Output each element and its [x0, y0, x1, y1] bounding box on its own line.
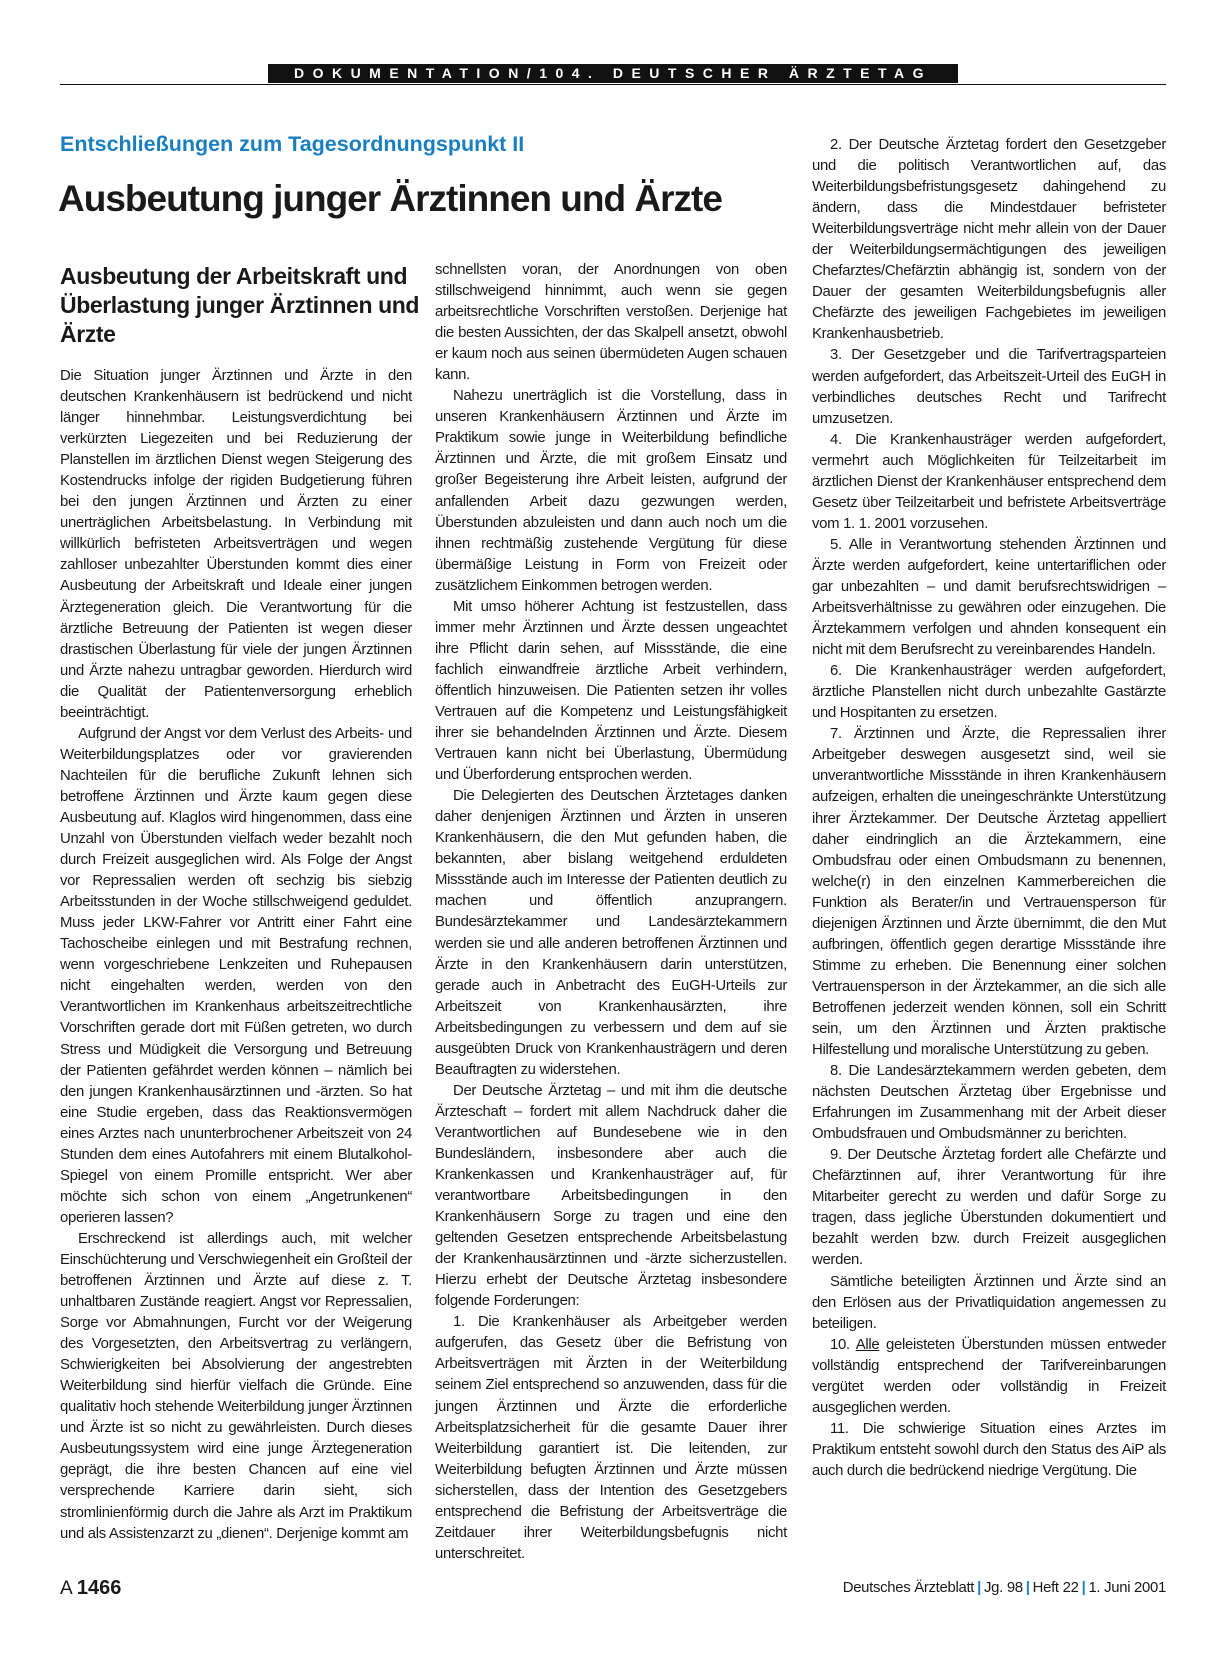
- section-header-label: DOKUMENTATION/104. DEUTSCHER ÄRZTETAG: [293, 65, 933, 81]
- page-number-value: 1466: [76, 1577, 122, 1599]
- separator: |: [1025, 1580, 1030, 1596]
- paragraph: Nahezu unerträglich ist die Vorstellung, dass in unseren Krankenhäusern Ärztinnen und Ärzte im Praktikum sowie junge in Weiterbildung befindliche Ärztinnen und Ärzte, die mit großem Einsatz und großer Begeisterung ihre Arbeit leisten, aufgrund der anfallenden Arbeit dazu gezwungen werden, Überstunden abzuleisten und dann auch noch um die ihnen rechtmäßig zustehende Vergütung für diese übermäßige Leistung in Form von Freizeit oder zusätzlichem Einkommen betrogen werden.: [435, 388, 787, 594]
- paragraph: Mit umso höherer Achtung ist festzustellen, dass immer mehr Ärztinnen und Ärzte dessen ungeachtet ihre Pflicht darin sehen, auf Missstände, die eine fachlich einwandfreie ärztliche Arbeit verhindern, öffentlich hinzuweisen. Die Patienten setzen ihr volles Vertrauen auf die Kompetenz und Leistungsfähigkeit ihrer sie behandelnden Ärztinnen und Ärzte. Diesem Vertrauen kann nicht bei Überlastung, Übermüdung und Überforderung entsprochen werden.: [435, 598, 787, 784]
- column-2: [435, 260, 787, 1565]
- page-prefix: A: [60, 1578, 72, 1599]
- paragraph: 9. Der Deutsche Ärztetag fordert alle Chefärzte und Chefärztinnen auf, ihrer Verantwortung für ihre Mitarbeiter gerecht zu werden und dafür Sorge zu tragen, dass jegliche Überstunden dokumentiert und bezahlt werden bzw. durch Freizeit ausgeglichen werden.: [812, 1147, 1166, 1269]
- paragraph: Die Delegierten des Deutschen Ärztetages danken daher denjenigen Ärztinnen und Ärzten in unseren Krankenhäusern, die den Mut gefunden haben, die bekannten, aber bislang weitgehend erduldeten Missstände auch im Interesse der Patienten deutlich zu machen und öffentlich anzuprangern. Bundesärztekammer und Landesärztekammern werden sie und alle anderen betroffenen Ärztinnen und Ärzte in den Krankenhäusern darin unterstützen, gerade auch in Anbetracht des EuGH-Urteils zur Arbeitszeit von Krankenhausärzten, ihre Arbeitsbedingungen zu verbessern und dem auf sie ausgeübten Druck von Krankenhausträgern und deren Beauftragten zu widerstehen.: [435, 788, 787, 1078]
- paragraph: schnellsten voran, der Anordnungen von oben stillschweigend hinnimmt, auch wenn sie gegen arbeitsrechtliche Vorschriften verstoßen. Derjenige hat die besten Aussichten, der das Skalpell ansetzt, obwohl er kaum noch aus seinen übermüdeten Augen schauen kann.: [435, 262, 787, 384]
- paragraph: Die Situation junger Ärztinnen und Ärzte in den deutschen Krankenhäusern ist bedrückend und nicht länger hinnehmbar. Leistungsverdichtung bei verkürzten Liegezeiten und bei Reduzierung der Planstellen im ärztlichen Dienst wegen Steigerung des Kostendrucks infolge der rigiden Budgetierung führen bei den jungen Ärztinnen und Ärzten zu einer unerträglichen Arbeitsbelastung. In Verbindung mit willkürlich befristeten Arbeitsverträgen und wegen zahlloser unbezahlter Überstunden kommt dies einer Ausbeutung der Arbeitskraft und Ideale einer jungen Ärztegeneration gleich. Die Verantwortung für die ärztliche Betreuung der Patienten ist wegen dieser drastischen Überlastung für viele der jungen Ärztinnen und Ärzte nahezu untragbar geworden. Hierdurch wird die Qualität der Patientenversorgung erheblich beeinträchtigt.: [60, 368, 412, 721]
- paragraph: 3. Der Gesetzgeber und die Tarifvertragsparteien werden aufgefordert, das Arbeitszeit-Urteil des EuGH in verbindliches deutsches Recht und Tarifrecht umzusetzen.: [812, 347, 1166, 427]
- journal-name: Deutsches Ärzteblatt: [842, 1580, 975, 1596]
- paragraph: 2. Der Deutsche Ärztetag fordert den Gesetzgeber und die politisch Verantwortlichen auf, das Weiterbildungsbefristungsgesetz dahingehend zu ändern, dass die Mindestdauer befristeter Weiterbildungsverträge nicht mehr allein von der Dauer der Weiterbildungsermächtigungen des jeweiligen Chefarztes/Chefärztin abhängig ist, sondern von der Dauer der gesamten Weiterbildungsbefugnis aller Chefärzte des jeweiligen Fachgebietes im jeweiligen Krankenhausbetrieb.: [812, 137, 1166, 343]
- section-header-bar: [268, 64, 958, 83]
- paragraph: 11. Die schwierige Situation eines Arztes im Praktikum entsteht sowohl durch den Status des AiP als auch durch die bedrückend niedrige Vergütung. Die: [812, 1420, 1166, 1479]
- journal-issue: Heft 22: [1032, 1580, 1079, 1596]
- journal-date: 1. Juni 2001: [1088, 1580, 1166, 1596]
- paragraph: Aufgrund der Angst vor dem Verlust des Arbeits- und Weiterbildungsplatzes oder vor gravierenden Nachteilen für die berufliche Zukunft lehnen sich betroffene Ärztinnen und Ärzte kaum gegen diese Ausbeutung auf. Klaglos wird hingenommen, dass eine Unzahl von Überstunden vielfach weder bezahlt noch durch Freizeit ausgeglichen wird. Als Folge der Angst vor Repressalien werden oft sechzig bis siebzig Arbeitsstunden in der Woche stillschweigend geduldet. Muss jeder LKW-Fahrer vor Antritt einer Fahrt eine Tachoscheibe einlegen und mit Bestrafung rechnen, wenn vorgeschriebene Lenkzeiten und Ruhepausen nicht eingehalten werden, werden von den Verantwortlichen im Krankenhaus arbeitszeitrechtliche Vorschriften gerade dort mit Füßen getreten, wo durch Stress und Müdigkeit die Versorgung und Betreuung der Patienten gefährdet werden können – nämlich bei den jungen Krankenhausärztinnen und -ärzten. So hat eine Studie ergeben, dass das Reaktionsvermögen eines Arztes nach ununterbrochener Arbeitszeit von 24 Stunden dem eines Autofahrers mit einem Blutalkohol-Spiegel von einem Promille entspricht. Wer aber möchte sich schon von einem „Angetrunkenen“ operieren lassen?: [60, 725, 412, 1226]
- item-number: 10.: [830, 1336, 850, 1353]
- separator: |: [977, 1580, 982, 1596]
- column-3: [812, 135, 1166, 1482]
- paragraph-text: geleisteten Überstunden müssen entweder vollständig entsprechend der Tarifvereinbarungen vergütet werden oder vollständig in Freizeit ausgeglichen werden.: [812, 1336, 1166, 1416]
- paragraph: 6. Die Krankenhausträger werden aufgefordert, ärztliche Planstellen nicht durch unbezahlte Gastärzte und Hospitanten zu ersetzen.: [812, 663, 1166, 722]
- paragraph: 7. Ärztinnen und Ärzte, die Repressalien ihrer Arbeitgeber deswegen ausgesetzt sind, weil sie unverantwortliche Missstände in ihren Krankenhäusern aufzeigen, erhalten die uneingeschränkte Unterstützung ihrer Ärztekammer. Der Deutsche Ärztetag appelliert daher eindringlich an die Ärztekammern, eine Ombudsfrau oder einen Ombudsmann zu benennen, welche(r) in den einzelnen Kammerbereichen die Funktion als Berater/in und Vertrauensperson für diejenigen Ärztinnen und Ärzte übernimmt, die den Mut aufbringen, öffentlich gegen derartige Missstände ihre Stimme zu erheben. Die Benennung einer solchen Vertrauensperson in der Ärztekammer, an die sich alle Betroffenen jederzeit wenden können, soll ein Schritt sein, um den Ärztinnen und Ärzten praktische Hilfestellung und moralische Unterstützung zu geben.: [812, 726, 1166, 1059]
- paragraph-10: [812, 1335, 1166, 1419]
- journal-citation: [843, 1580, 1166, 1596]
- separator: |: [1081, 1580, 1086, 1596]
- journal-volume: Jg. 98: [984, 1580, 1023, 1596]
- paragraph: Sämtliche beteiligten Ärztinnen und Ärzte sind an den Erlösen aus der Privatliquidation angemessen zu beteiligen.: [812, 1273, 1166, 1332]
- paragraph: 4. Die Krankenhausträger werden aufgefordert, vermehrt auch Möglichkeiten für Teilzeitarbeit im ärztlichen Dienst der Krankenhäuser entsprechend dem Gesetz über Teilzeitarbeit und befristete Arbeitsverträge vom 1. 1. 2001 vorzusehen.: [812, 431, 1166, 532]
- column-1: [60, 366, 412, 1545]
- underlined-word: Alle: [855, 1336, 880, 1353]
- kicker: Entschließungen zum Tagesordnungspunkt II: [60, 132, 525, 156]
- paragraph: 1. Die Krankenhäuser als Arbeitgeber werden aufgerufen, das Gesetz über die Befristung von Arbeitsverträgen mit Ärzten in der Weiterbildung seinem Ziel entsprechend so anzuwenden, dass für die jungen Ärztinnen und Ärzte die erforderliche Arbeitsplatzsicherheit für die gesamte Dauer ihrer Weiterbildung garantiert ist. Die leitenden, zur Weiterbildung befugten Ärztinnen und Ärzte müssen sicherstellen, dass der Intention des Gesetzgebers entsprechend die Befristung der Arbeitsverträge die Zeitdauer ihrer Weiterbildungsbefugnis nicht unterschreitet.: [435, 1314, 787, 1562]
- page-number: [60, 1577, 121, 1600]
- paragraph: Erschreckend ist allerdings auch, mit welcher Einschüchterung und Verschwiegenheit ein Großteil der betroffenen Ärztinnen und Ärzte auf diese z. T. unhaltbaren Zustände reagiert. Angst vor Repressalien, Sorge vor Abmahnungen, Furcht vor der Weigerung des Vorgesetzten, den Arbeitsvertrag zu verlängern, Schwierigkeiten bei Absolvierung der angestrebten Weiterbildung sind hierfür vielfach die Gründe. Eine qualitativ hoch stehende Weiterbildung junger Ärztinnen und Ärzte ist so nicht zu gewährleisten. Durch dieses Ausbeutungssystem wird eine junge Ärztegeneration geprägt, die ihre besten Chancen auf eine viel versprechende Karriere darin sieht, sich stromlinienförmig durch die Jahre als Arzt im Praktikum und als Assistenzarzt zu „dienen“. Derjenige kommt am: [60, 1230, 412, 1542]
- subheading: Ausbeutung der Arbeitskraft und Überlastung junger Ärztinnen und Ärzte: [60, 263, 420, 347]
- page-title: Ausbeutung junger Ärztinnen und Ärzte: [58, 178, 722, 219]
- paragraph: Der Deutsche Ärztetag – und mit ihm die deutsche Ärzteschaft – fordert mit allem Nachdruck daher die Verantwortlichen auf Bundesebene wie in den Bundesländern, insbesondere aber auch die Krankenkassen und Krankenhausträger auf, für verantwortbare Arbeitsbedingungen in den Krankenhäusern Sorge zu tragen und eine den geltenden Gesetzen entsprechende Arbeitsbelastung der Krankenhausärztinnen und -ärzte sicherzustellen. Hierzu erhebt der Deutsche Ärztetag insbesondere folgende Forderungen:: [435, 1082, 787, 1310]
- paragraph: 8. Die Landesärztekammern werden gebeten, dem nächsten Deutschen Ärztetag über Ergebnisse und Erfahrungen im Zusammenhang mit der Arbeit dieser Ombudsfrauen und Ombudsmänner zu berichten.: [812, 1063, 1166, 1143]
- header-rule: [60, 84, 1166, 85]
- paragraph: 5. Alle in Verantwortung stehenden Ärztinnen und Ärzte werden aufgefordert, keine untertariflichen oder gar unbezahlten – und damit berufsrechtswidrigen – Arbeitsverhältnisse zu gewähren oder einzugehen. Die Ärztekammern verfolgen und ahnden konsequent ein nicht mit dem Berufsrecht zu vereinbarendes Handeln.: [812, 536, 1166, 659]
